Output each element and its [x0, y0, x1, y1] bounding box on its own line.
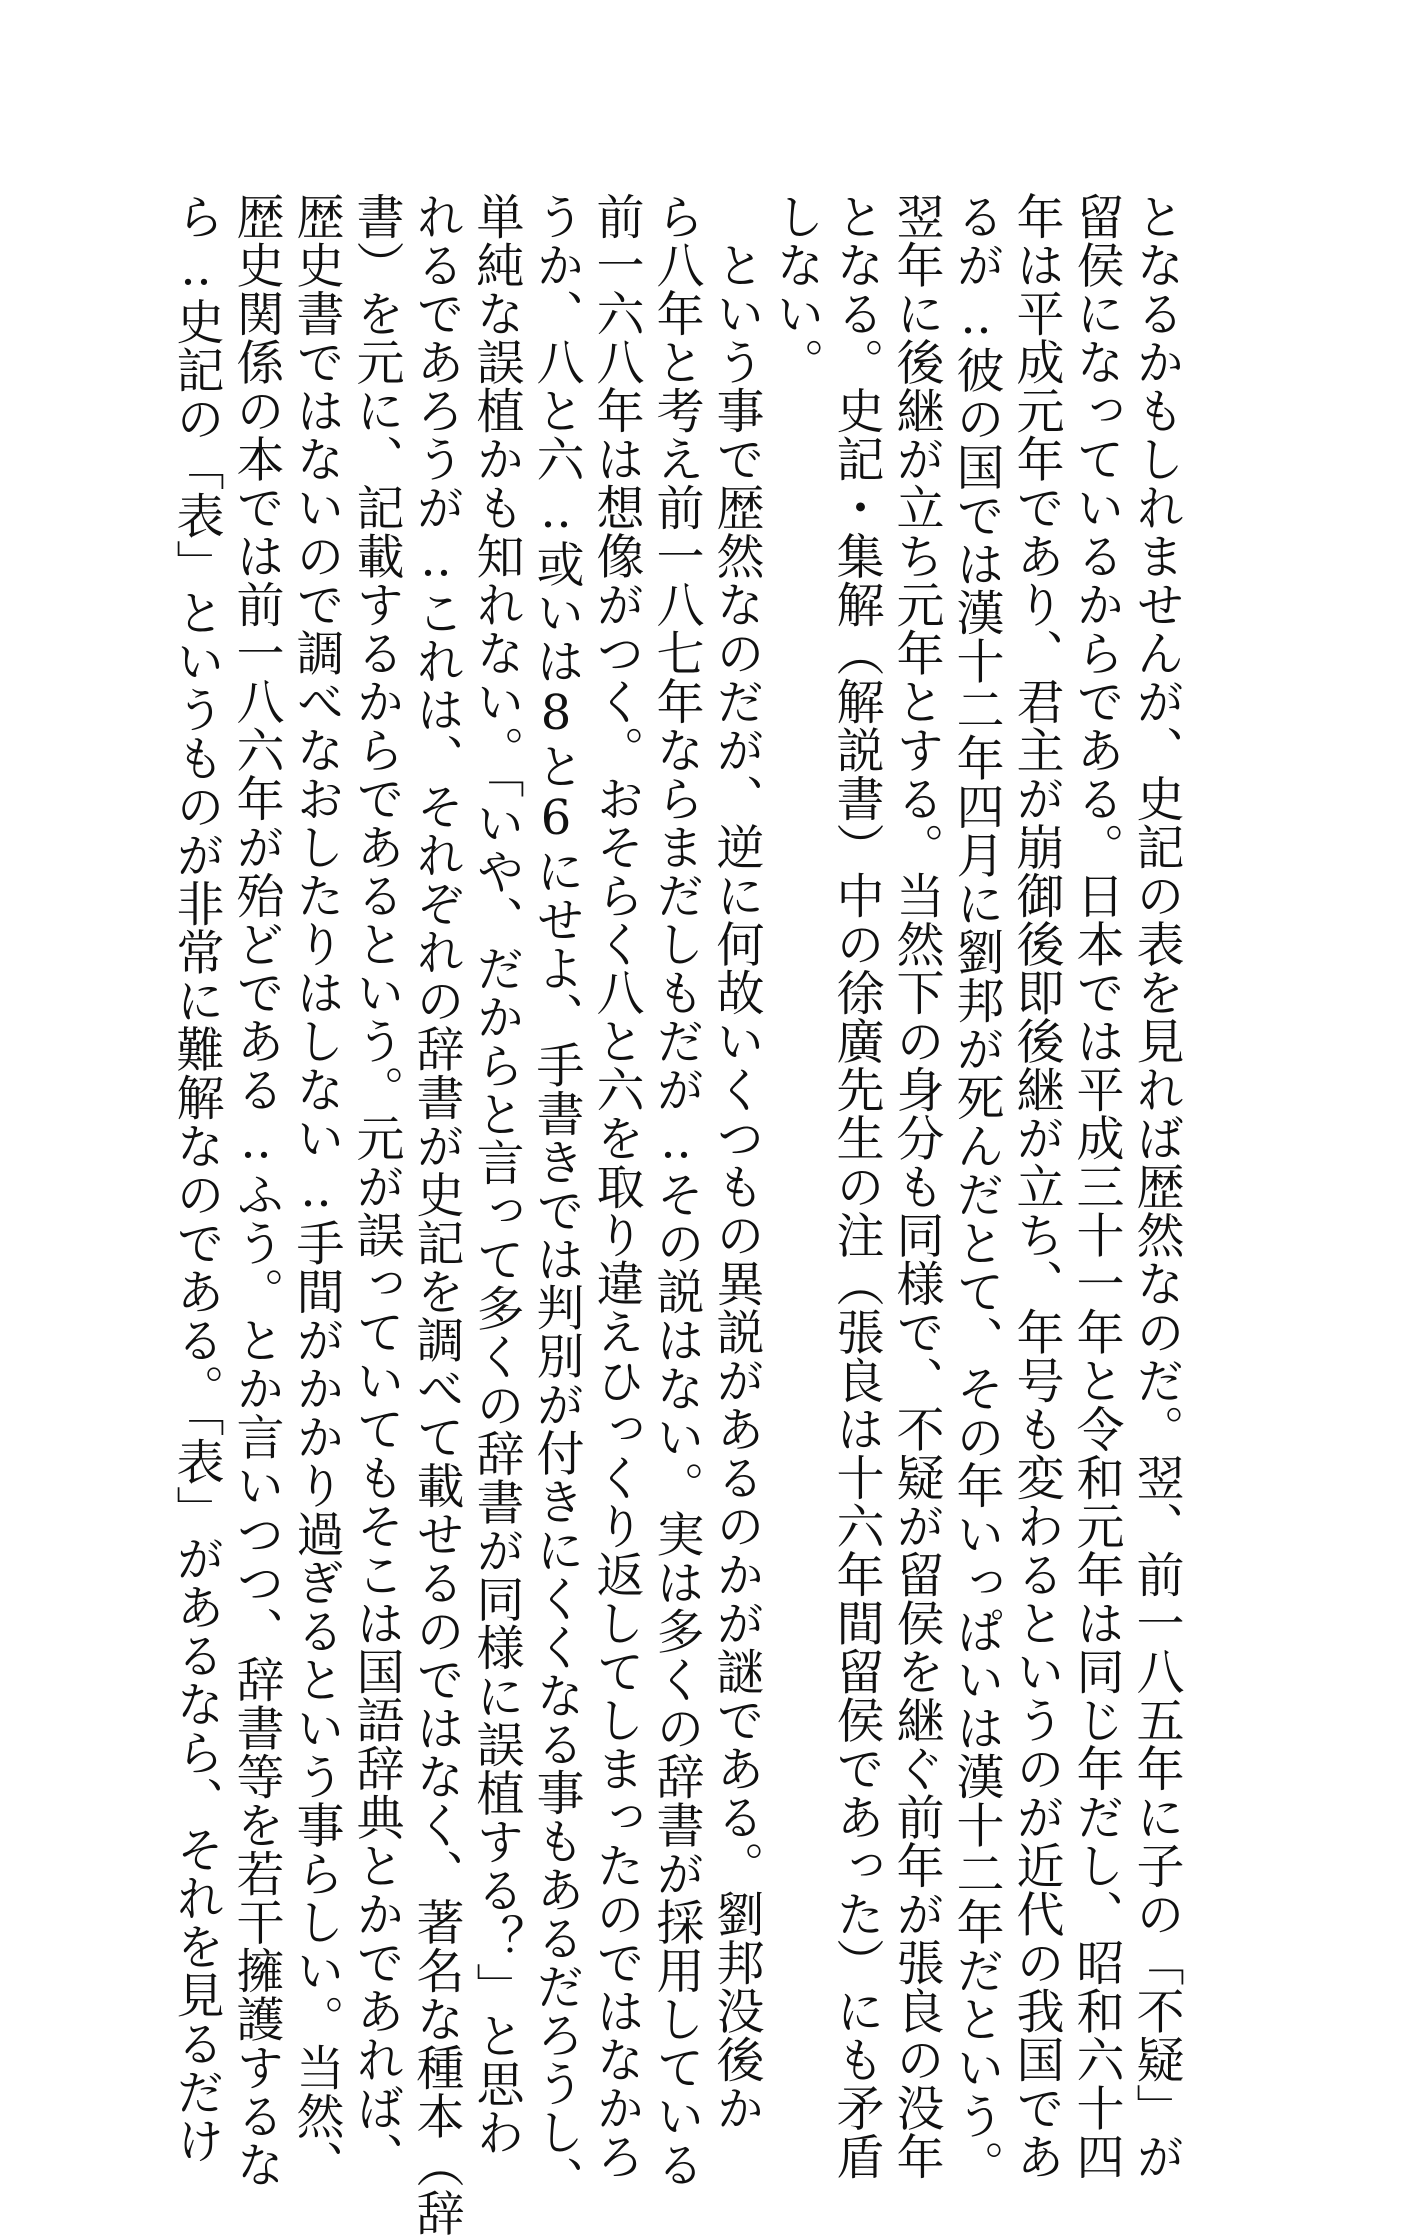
text-line-4: るが‥彼の国では漢十二年四月に劉邦が死んだとて、その年いっぱいは漢十二年だという。: [948, 192, 1004, 2189]
text-line-15: 歴史書ではないので調べなおしたりはしない‥手間がかかり過ぎるという事らしい。当然、: [288, 192, 344, 2189]
text-line-14: 書）を元に、記載するからであるという。元が誤っていてもそこは国語辞典とかであれば、: [348, 192, 404, 2181]
text-line-13: れるであろうが‥これは、それぞれの辞書が史記を調べて載せるのではなく、著名な種本（辞: [408, 192, 464, 2237]
text-line-6: となる。史記・集解（解説書）中の徐廣先生の注（張良は十六年間留侯であった）にも矛盾: [828, 192, 884, 2181]
text-line-5: 翌年に後継が立ち元年とする。当然下の身分も同様で、不疑が留侯を継ぐ前年が張良の没年: [888, 192, 944, 2181]
text-line-17: ら‥史記の「表」というものが非常に難解なのである。「表」があるなら、それを見るだけ: [168, 192, 224, 2165]
text-line-9: ら八年と考え前一八七年ならまだしもだが‥その説はない。実は多くの辞書が採用している: [648, 192, 704, 2189]
text-line-16: 歴史関係の本では前一八六年が殆どである‥ふう。とか言いつつ、辞書等を若干擁護するな: [228, 192, 284, 2189]
text-line-2: 留侯になっているからである。日本では平成三十一年と令和元年は同じ年だし、昭和六十四: [1068, 192, 1124, 2181]
text-line-3: 年は平成元年であり、君主が崩御後即後継が立ち、年号も変わるというのが近代の我国であ: [1008, 192, 1064, 2181]
text-line-10: 前一六八年は想像がつく。おそらく八と六を取り違えひっくり返してしまったのではなかろ: [588, 192, 644, 2181]
text-line-7: しない。: [768, 192, 824, 386]
text-line-11: うか、八と六‥或いは8と6にせよ、手書きでは判別が付きにくくなる事もあるだろうし、: [528, 192, 584, 2205]
text-line-8: という事で歴然なのだが、逆に何故いくつもの異説があるのかが謎である。劉邦没後か: [708, 192, 764, 2132]
text-line-1: となるかもしれませんが、史記の表を見れば歴然なのだ。翌、前一八五年に子の「不疑」が: [1128, 192, 1184, 2181]
vertical-text-body: [168, 192, 1186, 2237]
text-line-12: 単純な誤植かも知れない。「いや、だからと言って多くの辞書が同様に誤植する？」と思わ: [468, 192, 524, 2157]
